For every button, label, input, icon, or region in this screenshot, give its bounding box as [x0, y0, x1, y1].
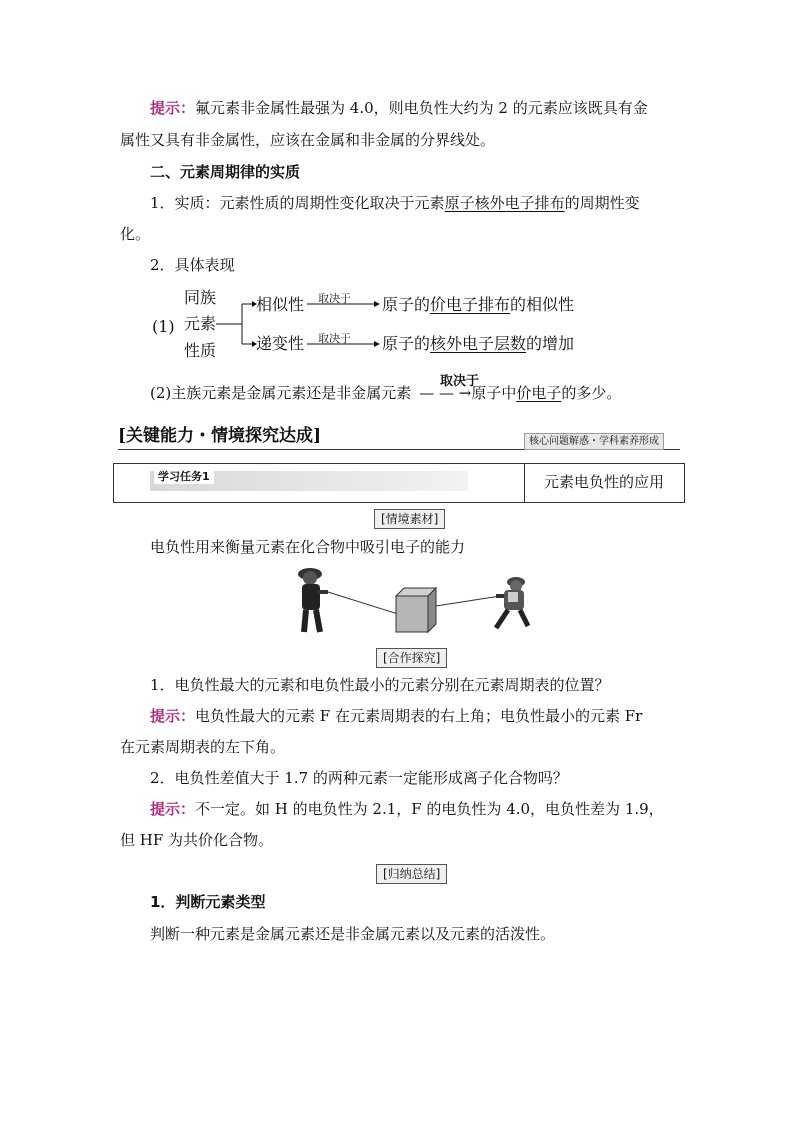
- item2-2-line: [150, 383, 710, 403]
- item1-line-1: [150, 193, 710, 213]
- diagram-left-label-1: 同族: [184, 288, 217, 307]
- hint-label: 提示：: [150, 99, 196, 117]
- item2-2-underline: 价电子: [516, 384, 562, 402]
- result-2-underline: 核外电子层数: [430, 334, 527, 353]
- diagram-branch-2: 递变性: [256, 334, 305, 353]
- diagram-result-2: [382, 334, 574, 354]
- task-label: 学习任务1: [154, 470, 214, 484]
- item2-2-arrow: — — →: [419, 384, 472, 402]
- task-title: 元素电负性的应用: [543, 473, 664, 491]
- item2-2-arrow-label: 取决于: [440, 374, 480, 389]
- explore-tag: [合作探究]: [376, 648, 447, 668]
- summary-text: 判断一种元素是金属元素还是非金属元素以及元素的活泼性。: [150, 925, 556, 943]
- task-box: [113, 463, 685, 503]
- item1-line-2: 化。: [120, 225, 151, 243]
- answer-2-line-1: [150, 799, 710, 819]
- section-banner-title: [关键能力・情境探究达成]: [118, 426, 322, 446]
- hint-text-1: 氟元素非金属性最强为 4.0，则电负性大约为 2 的元素应该既具有金: [195, 99, 648, 117]
- answer-2-line-2: 但 HF 为共价化合物。: [120, 831, 274, 849]
- material-tag: [情境素材]: [374, 509, 445, 529]
- hint-paragraph-line-1: [150, 98, 710, 118]
- cube-icon: [396, 588, 436, 632]
- diagram-left-label-2: 元素: [184, 314, 217, 333]
- item2-2-tail-pre: 原子中: [471, 384, 517, 402]
- tug-of-war-illustration: [290, 562, 540, 642]
- hint-paragraph-line-2: 属性又具有非金属性，应该在金属和非金属的分界线处。: [120, 131, 496, 149]
- summary-heading: 1．判断元素类型: [150, 893, 266, 911]
- item1-num: 1．: [150, 194, 175, 212]
- material-text: 电负性用来衡量元素在化合物中吸引电子的能力: [150, 538, 466, 556]
- summary-tag: [归纳总结]: [376, 864, 447, 884]
- hint-label: 提示：: [150, 707, 196, 725]
- item1-underline: 原子核外电子排布: [444, 194, 565, 212]
- answer-1-line-1: [150, 706, 710, 726]
- diagram-num: (1): [152, 317, 175, 336]
- result-1-post: 的相似性: [510, 295, 575, 314]
- result-2-pre: 原子的: [382, 334, 431, 353]
- item1-tail: 的周期性变: [564, 194, 640, 212]
- question-2: 2．电负性差值大于 1.7 的两种元素一定能形成离子化合物吗？: [150, 769, 568, 787]
- right-person-icon: [496, 577, 528, 628]
- question-1: 1．电负性最大的元素和电负性最小的元素分别在元素周期表的位置？: [150, 676, 610, 694]
- diagram-branch-1: 相似性: [256, 295, 305, 314]
- diagram-result-1: [382, 295, 574, 315]
- diagram-arrow-label-2: 取决于: [318, 332, 351, 345]
- answer-2-text: 不一定。如 H 的电负性为 2.1，F 的电负性为 4.0，电负性差为 1.9，: [195, 800, 664, 818]
- result-1-pre: 原子的: [382, 295, 431, 314]
- diagram-left-label-3: 性质: [184, 341, 217, 360]
- hint-label: 提示：: [150, 800, 196, 818]
- item2-heading: 2．具体表现: [150, 256, 235, 274]
- item1-lead: 实质：元素性质的周期性变化取决于元素: [174, 194, 445, 212]
- result-2-post: 的增加: [526, 334, 575, 353]
- result-1-underline: 价电子排布: [430, 295, 511, 314]
- section-heading: 二、元素周期律的实质: [150, 163, 301, 181]
- item2-2-tail-post: 的多少。: [561, 384, 622, 402]
- banner-right-tag: 核心问题解惑・学科素养形成: [524, 433, 664, 450]
- item2-2-lead: (2)主族元素是金属元素还是非金属元素: [150, 384, 412, 402]
- answer-1-line-2: 在元素周期表的左下角。: [120, 738, 286, 756]
- diagram-arrow-label-1: 取决于: [318, 292, 351, 305]
- answer-1-text: 电负性最大的元素 F 在元素周期表的右上角；电负性最小的元素 Fr: [195, 707, 643, 725]
- left-person-icon: [298, 568, 328, 632]
